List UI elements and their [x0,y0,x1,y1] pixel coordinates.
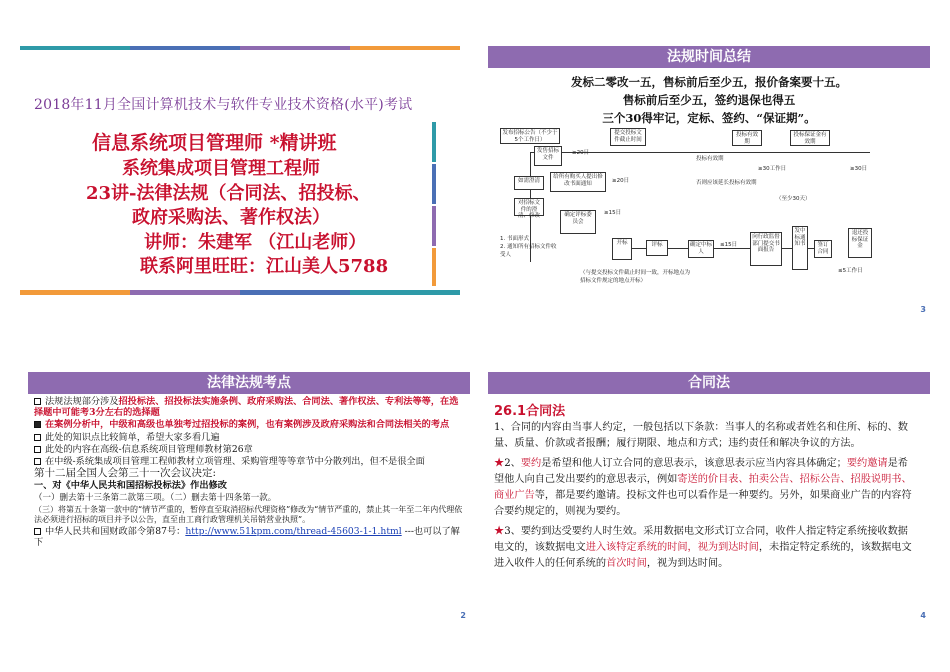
box-notice2: 发中标通知书 [792,226,808,270]
point-6: 中华人民共和国财政部令第87号：http://www.51kpm.com/thread-45603-1-1.html ---也可以了解下 [34,525,460,549]
deco-vbar-4 [432,248,436,286]
clause-3: ★3、要约到达受要约人时生效。采用数据电文形式订立合同，收件人指定特定系统接收数据电文的，该数据电文进入该特定系统的时间，视为到达时间，未指定特定系统的，该数据电文进入收件人的任何系统的首次时间，视为到达时间。 [494,526,912,569]
page-number: 2 [460,611,466,620]
checkbox-icon [34,458,41,465]
box-report: 向行政监督部门提交书面报告 [750,232,782,266]
course-subtitle: 系统集成项目管理工程师 [122,158,320,179]
label-recipient: 1. 书面形式 2. 通知所有招标文件收受人 [500,236,557,258]
box-submit-deadline: 提交投标文件截止时间 [610,128,646,146]
checkbox-icon [34,434,41,441]
timeline-bottom [612,248,822,249]
point-3: 此处的知识点比较简单，希望大家多看几遍 [34,432,464,443]
box-sell: 发售招标文件 [534,146,562,166]
box-refund: 退还投标保证金 [848,228,872,258]
tender-timeline-diagram [500,128,905,306]
checkbox-icon [34,446,41,453]
rule-line-1: 发标二零改一五，售标前后至少五，报价备案要十五。 [571,75,847,89]
star-icon: ★ [494,526,505,537]
reference-link[interactable]: http://www.51kpm.com/thread-45603-1-1.html [185,525,402,537]
page-number: 3 [920,305,926,314]
deco-bottom-purple [130,290,240,295]
label-15: ≥15日 [604,210,622,216]
box-open: 开标 [612,238,632,260]
deco-bar-purple [240,46,350,50]
label-min: （至少30天） [776,196,811,202]
rule-line-2: 售标前后至少五，签约退保也得五 [622,93,796,107]
amendment-1: （一）删去第十三条第二款第三项。（二）删去第十四条第一款。 [34,492,277,503]
point-2: 在案例分析中，中级和高级也单独考过招投标的案例，也有案例涉及政府采购法和合同法相关的考点 [34,419,464,430]
title-slide [12,38,464,308]
box-notice: 发布招标公告（不少于5个工作日） [500,128,560,144]
lecture-title: 23讲-法律法规（合同法、招投标、 [86,183,371,204]
box-bond: 投标保证金有效期 [790,130,830,146]
box-clarify: 如需澄清 [514,176,544,190]
law-points-slide [28,372,470,622]
box-eval: 评标 [646,240,668,256]
box-determine: 确定评标委员会 [560,210,596,234]
slide-header: 法规时间总结 [488,46,930,68]
label-30a: ≥30工作日 [758,166,787,172]
deco-bar-orange [350,46,460,50]
amendment-title: 一、对《中华人民共和国招标投标法》作出修改 [34,480,227,492]
deco-bottom-teal [350,290,460,295]
page-number: 4 [920,611,926,620]
exam-title: 2018年11月全国计算机技术与软件专业技术资格(水平)考试 [34,97,413,113]
checkbox-icon [34,528,41,535]
clause-1: 1、合同的内容由当事人约定，一般包括以下条款：当事人的名称或者姓名和住所、标的、数量、质量、价款或者报酬；履行期限、地点和方式；违约责任和解决争议的方法。 [494,422,908,449]
label-place: （与提交投标文件截止时间一致，开标地点为招标文件规定的地点开标） [580,270,691,284]
deco-vbar-1 [432,122,436,162]
deco-bar-blue [130,46,240,50]
contract-law-slide [488,372,930,622]
label-20b: ≥20日 [612,178,630,184]
course-title: 信息系统项目管理师 *精讲班 [92,132,337,154]
slide-body [494,420,914,576]
box-modify: 对招标文件的澄清、修改 [514,198,544,216]
contact: 联系阿里旺旺：江山美人5788 [140,256,389,277]
label-5: ≤5工作日 [838,268,863,274]
point-5: 在中级-系统集成项目管理工程师教材立项管理、采购管理等等章节中分散列出，但不是很全面 [34,456,464,467]
deco-bar-teal [20,46,130,50]
label-validity: 投标有效期 [696,156,724,162]
decision-title: 第十二届全国人会第三十一次会议决定: [34,467,217,480]
label-early: 否则应该延长投标有效期 [696,180,757,186]
deco-bottom-orange [20,290,130,295]
checkbox-icon [34,398,41,405]
rule-line-3: 三个30得牢记，定标、签约、“保证期”。 [602,111,816,125]
clause-2: ★2、要约是希望和他人订立合同的意思表示，该意思表示应当内容具体确定；要约邀请是希望他人向自己发出要约的意思表示，例如寄送的价目表、拍卖公告、招标公告、招股说明书、商业广告等，都是要约邀请。投标文件也可以看作是一种要约。另外，如果商业广告的内容符合要约规定的，则视为要约。 [494,458,912,517]
slide-body [34,396,464,549]
point-1: 法规法规部分涉及招投标法、招投标法实施条例、政府采购法、合同法、著作权法、专利法等等，在选择题中可能考3分左右的选择题 [34,396,459,419]
time-summary-slide [488,46,930,316]
slide-header: 法律法规考点 [28,372,470,394]
deco-vbar-3 [432,206,436,246]
box-sign: 签订合同 [814,240,832,258]
label-30b: ≥30日 [850,166,868,172]
slide-header: 合同法 [488,372,930,394]
point-4: 此处的内容在高级-信息系统项目管理师教材第26章 [34,444,464,455]
amendment-3: （三）将第五十条第一款中的“情节严重的，暂停直至取消招标代理资格”修改为“情节严重的，禁止其一年至二年内代理依法必须进行招标的项目并予以公告，直至由工商行政管理机关吊销营业执照”。 [34,504,463,524]
box-validity: 投标有效期 [732,130,762,146]
box-notify: 给所有购买人提出修改书面通知 [550,172,606,192]
checkbox-icon [34,421,41,428]
box-winner: 确定中标人 [688,240,714,258]
label-20a: ≥20日 [572,150,590,156]
deco-vbar-2 [432,164,436,204]
lecture-title-cont: 政府采购法、著作权法） [132,207,330,228]
deco-bottom-blue [240,290,350,295]
star-icon: ★ [494,458,505,469]
section-title: 26.1合同法 [494,404,566,419]
lecturer: 讲师：朱建军 （江山老师） [144,232,367,253]
label-15b: ≤15日 [720,242,738,248]
